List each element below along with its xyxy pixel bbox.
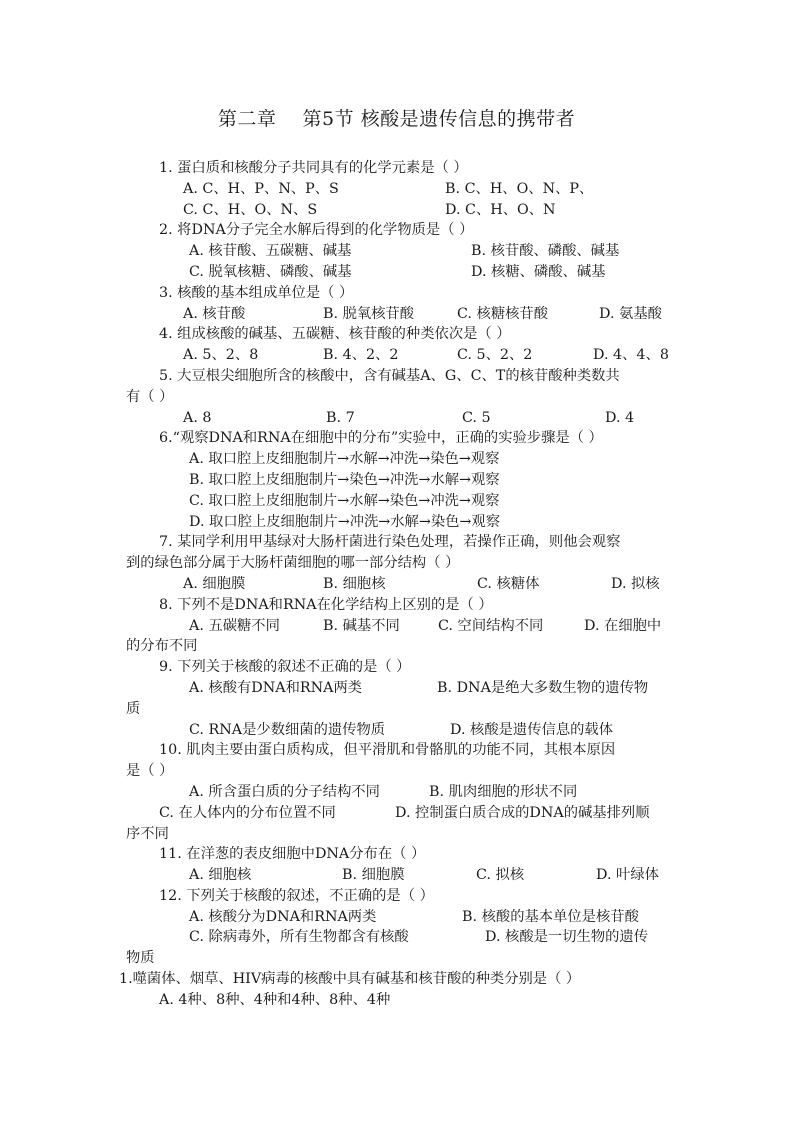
option-c: C. 核糖核苷酸 — [457, 305, 549, 322]
option-a: A. C、H、P、N、P、S — [183, 180, 339, 197]
question-5-stem: 5. 大豆根尖细胞所含的核酸中，含有碱基A、G、C、T的核苷酸种类数共 — [159, 367, 620, 384]
question-9-option-b-continued: 质 — [126, 700, 141, 717]
option-c: C. C、H、O、N、S — [183, 201, 318, 218]
question-10-option-d-continued: 序不同 — [126, 825, 169, 842]
option-d: D. 叶绿体 — [596, 867, 659, 884]
option-c: C. 取口腔上皮细胞制片→水解→染色→冲洗→观察 — [189, 492, 500, 509]
question-11-options — [126, 865, 678, 886]
question-7-options — [126, 574, 678, 595]
question-5-stem-continued: 有（ ） — [126, 388, 174, 405]
question-1-stem: 1. 蛋白质和核酸分子共同具有的化学元素是（ ） — [159, 160, 468, 176]
option-b: B. 脱氧核苷酸 — [323, 305, 415, 322]
option-a: A. 4种、8种、4种和4种、8种、4种 — [159, 991, 391, 1008]
option-a: A. 5、2、8 — [183, 347, 259, 364]
question-8-stem: 8. 下列不是DNA和RNA在化学结构上区别的是（ ） — [159, 596, 493, 613]
question-12-options-row2 — [126, 927, 678, 948]
question-7-stem: 7. 某同学利用甲基绿对大肠杆菌进行染色处理，若操作正确，则他会观察 — [159, 534, 621, 551]
option-b: B. 碱基不同 — [323, 617, 400, 634]
option-a: A. 核苷酸、五碳糖、碱基 — [189, 243, 352, 260]
question-10-options-row2 — [126, 803, 678, 824]
question-2-options-row2 — [126, 262, 678, 283]
option-d: D. 核糖、磷酸、碱基 — [471, 263, 606, 280]
question-4-options — [126, 345, 678, 366]
option-c: C. 核糖体 — [477, 575, 540, 592]
option-a: A. 核苷酸 — [183, 305, 246, 322]
question-2-options-row1 — [126, 241, 678, 262]
option-c: C. 除病毒外，所有生物都含有核酸 — [189, 929, 409, 946]
option-c: C. 拟核 — [476, 867, 525, 884]
question-11-stem: 11. 在洋葱的表皮细胞中DNA分布在（ ） — [159, 846, 426, 863]
question-1-options-row1 — [126, 179, 678, 200]
question-3-options — [126, 304, 678, 325]
question-5-options — [126, 408, 678, 429]
option-d: D. 核酸是一切生物的遗传 — [485, 929, 649, 946]
option-b: B. 7 — [326, 409, 355, 426]
option-d: D. 取口腔上皮细胞制片→冲洗→水解→染色→观察 — [189, 513, 501, 530]
option-b: B. 4、2、2 — [323, 347, 399, 364]
option-a: A. 核酸分为DNA和RNA两类 — [189, 908, 377, 925]
option-d: D. 4、4、8 — [593, 347, 669, 364]
question-12-option-d-continued: 物质 — [126, 950, 155, 967]
question-1-options-row2 — [126, 200, 678, 221]
option-d: D. 在细胞中 — [584, 617, 662, 634]
option-a: A. 核酸有DNA和RNA两类 — [189, 679, 363, 696]
question-6-stem: 6.“观察DNA和RNA在细胞中的分布”实验中，正确的实验步骤是（ ） — [159, 430, 603, 447]
option-b: B. 取口腔上皮细胞制片→染色→冲洗→水解→观察 — [189, 471, 500, 488]
question-9-options-row2 — [126, 720, 678, 741]
option-c: C. 空间结构不同 — [438, 617, 544, 634]
question-9-stem: 9. 下列关于核酸的叙述不正确的是（ ） — [159, 659, 411, 676]
question-13-stem: 1.噬菌体、烟草、HIV病毒的核酸中具有碱基和核苷酸的种类分别是（ ） — [119, 971, 581, 988]
question-3-stem: 3. 核酸的基本组成单位是（ ） — [159, 284, 354, 301]
option-a: A. 8 — [183, 409, 212, 426]
question-12-stem: 12. 下列关于核酸的叙述，不正确的是（ ） — [159, 887, 434, 904]
option-d: D. 氨基酸 — [599, 305, 662, 322]
option-d: D. 拟核 — [611, 575, 660, 592]
option-a: A. 五碳糖不同 — [189, 617, 280, 634]
option-b: B. 核苷酸、磷酸、碱基 — [471, 243, 620, 260]
option-c: C. 脱氧核糖、磷酸、碱基 — [189, 263, 352, 280]
option-a: A. 细胞核 — [189, 867, 252, 884]
option-a: A. 所含蛋白质的分子结构不同 — [189, 783, 380, 800]
option-b: B. 细胞核 — [323, 575, 386, 592]
question-4-stem: 4. 组成核酸的碱基、五碳糖、核苷酸的种类依次是（ ） — [159, 326, 511, 343]
question-list — [119, 158, 678, 1011]
question-8-option-d-continued: 的分布不同 — [126, 638, 198, 655]
question-10-options-row1 — [126, 782, 678, 803]
option-c: C. 5、2、2 — [457, 347, 533, 364]
option-c: C. 5 — [462, 409, 491, 426]
question-10-stem-continued: 是（ ） — [126, 763, 174, 780]
option-b: B. 肌肉细胞的形状不同 — [429, 783, 578, 800]
option-b: B. 细胞膜 — [342, 867, 405, 884]
question-10-stem: 10. 肌肉主要由蛋白质构成，但平滑肌和骨骼肌的功能不同，其根本原因 — [159, 742, 616, 759]
page-title: 第二章 第5节 核酸是遗传信息的携带者 — [217, 108, 576, 130]
option-c: C. RNA是少数细菌的遗传物质 — [189, 721, 386, 738]
option-a: A. 细胞膜 — [183, 575, 246, 592]
option-d: D. 核酸是遗传信息的载体 — [450, 721, 614, 738]
question-8-options — [126, 616, 678, 637]
option-d: D. C、H、O、N — [445, 201, 556, 218]
question-7-stem-continued: 到的绿色部分属于大肠杆菌细胞的哪一部分结构（ ） — [126, 555, 460, 572]
option-c: C. 在人体内的分布位置不同 — [159, 804, 336, 821]
option-d: D. 控制蛋白质合成的DNA的碱基排列顺 — [395, 804, 650, 821]
question-12-options-row1 — [126, 907, 678, 928]
option-b: B. C、H、O、N、P、 — [445, 180, 594, 197]
option-d: D. 4 — [605, 409, 635, 426]
option-b: B. DNA是绝大多数生物的遗传物 — [437, 679, 649, 696]
question-2-stem: 2. 将DNA分子完全水解后得到的化学物质是（ ） — [159, 222, 474, 239]
option-a: A. 取口腔上皮细胞制片→水解→冲洗→染色→观察 — [189, 451, 500, 468]
option-b: B. 核酸的基本单位是核苷酸 — [462, 908, 639, 925]
question-9-options-row1 — [126, 678, 678, 699]
